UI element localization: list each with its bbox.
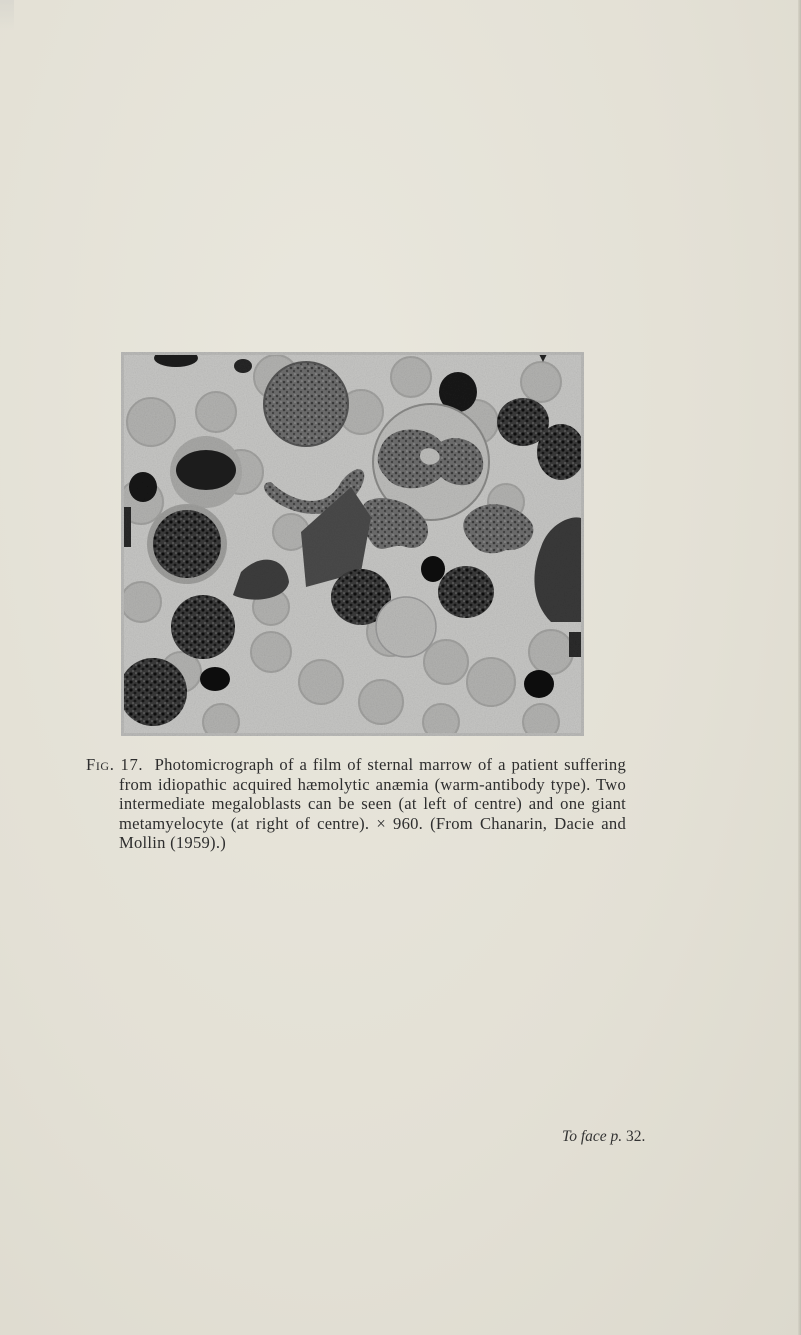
- figure-label: Fig. 17.: [86, 755, 144, 774]
- figure-caption-text: Photomicrograph of a film of sternal marrow of a patient suffering from idiopathic acquired hæmolytic anæmia (warm-antibody type). Two intermediate megaloblasts can be seen (at left of centre) and one giant metamyelocyte (at right of centre). × 960. (From Chanarin, Dacie and Mollin (1959).): [119, 755, 627, 853]
- scan-corner-mark: [0, 0, 14, 30]
- figure-caption: [86, 755, 626, 853]
- facing-page-prefix: To face p.: [562, 1128, 623, 1145]
- facing-page-number: 32.: [626, 1128, 646, 1145]
- facing-page-note: [562, 1128, 645, 1146]
- photomicrograph: [121, 352, 584, 736]
